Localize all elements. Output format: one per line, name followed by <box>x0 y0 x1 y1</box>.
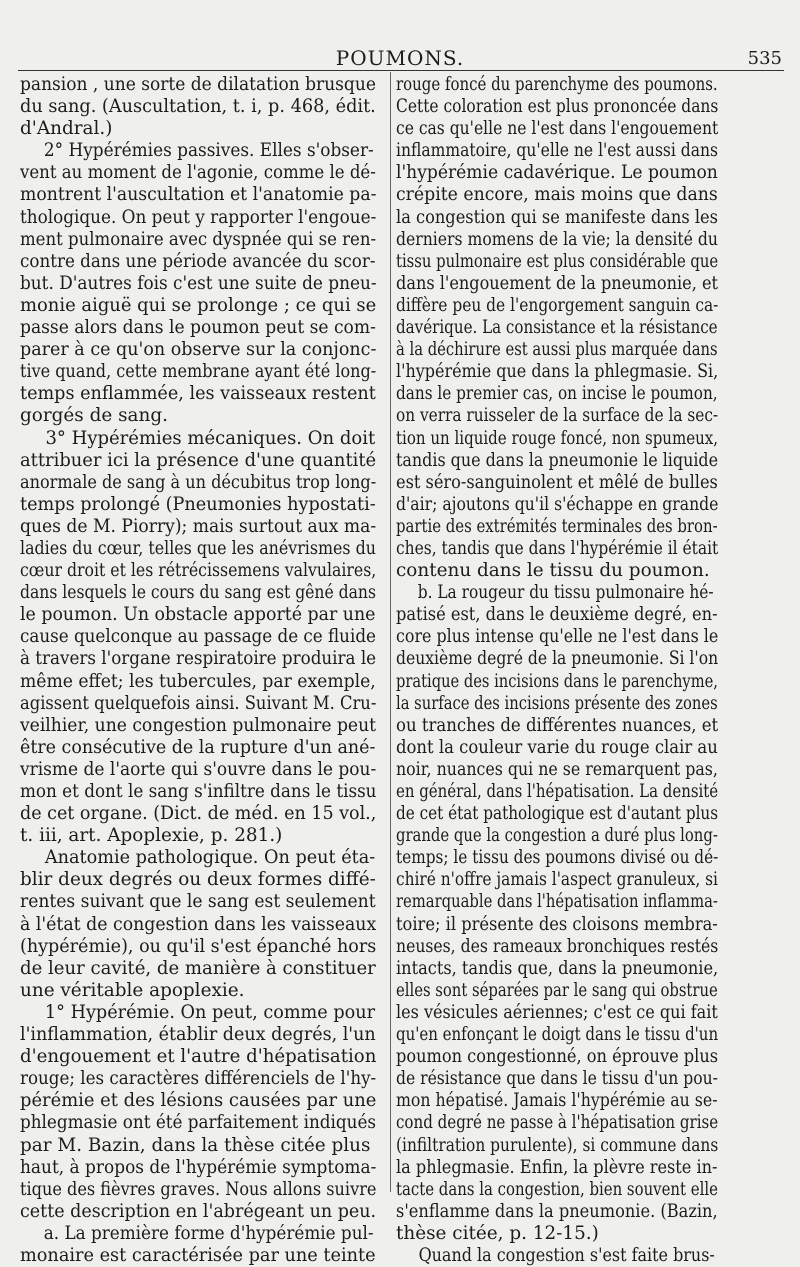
text-line: ce cas qu'elle ne l'est dans l'engouement <box>396 118 719 140</box>
text-line: remarquable dans l'hépatisation inflamma- <box>396 891 718 913</box>
text-line: phlegmasie ont été parfaitement indiqués <box>20 1112 377 1134</box>
text-line: ches, tandis que dans l'hypérémie il était <box>396 537 719 559</box>
text-line: 1° Hypérémie. On peut, comme pour <box>44 1001 376 1023</box>
text-line: Quand la congestion s'est faite brus- <box>418 1244 715 1266</box>
text-line: (hypérémie), ou qu'il s'est épanché hors <box>20 935 377 957</box>
text-line: veilhier, une congestion pulmonaire peut <box>20 714 377 736</box>
text-line: rouge; les caractères différenciels de l'hy- <box>20 1068 377 1090</box>
text-line: on verra ruisseler de la surface de la sec- <box>396 405 719 427</box>
text-line: neuses, des rameaux bronchiques restés <box>396 935 719 957</box>
text-line: pérémie et des lésions causées par une <box>20 1090 377 1112</box>
text-line: 3° Hypérémies mécaniques. On doit <box>45 427 376 449</box>
text-line: la phlegmasie. Enfin, la plèvre reste in- <box>396 1156 718 1178</box>
text-line: rouge foncé du parenchyme des poumons. <box>396 74 718 95</box>
column-divider <box>390 72 391 1192</box>
text-line: deuxième degré de la pneumonie. Si l'on <box>396 648 719 670</box>
text-line: à travers l'organe respiratoire produira le <box>20 648 377 670</box>
text-line: patisé est, dans le deuxième degré, en- <box>396 604 718 626</box>
text-line: Cette coloration est plus prononcée dans <box>396 96 719 118</box>
text-line: de cet organe. (Dict. de méd. en 15 vol., <box>20 803 377 825</box>
text-line: passe alors dans le poumon peut se com- <box>20 317 376 339</box>
text-line: cause quelconque au passage de ce fluide <box>20 626 376 648</box>
text-line: ques de M. Piorry); mais surtout aux ma- <box>20 515 377 537</box>
page-header <box>0 42 800 72</box>
text-line: être consécutive de la rupture d'un ané- <box>20 736 376 758</box>
text-line: intacts, tandis que, dans la pneumonie, <box>396 957 719 979</box>
text-line: pratique des incisions dans le parenchyme, <box>396 670 718 692</box>
text-line: vent au moment de l'agonie, comme le dé- <box>20 162 376 184</box>
text-line: ou tranches de différentes nuances, et <box>396 714 719 736</box>
text-line: grande que la congestion a duré plus long- <box>396 825 718 847</box>
text-line: noir, nuances qui ne se remarquent pas, <box>396 758 718 780</box>
text-line: attribuer ici la présence d'une quantité <box>20 449 377 471</box>
text-line: du sang. (Auscultation, t. i, p. 468, édit. <box>20 96 376 118</box>
right-column <box>396 74 718 1267</box>
text-line: agissent quelquefois ainsi. Suivant M. Cru- <box>20 692 377 714</box>
text-line: a. La première forme d'hypérémie pul- <box>43 1222 374 1244</box>
text-line: est séro-sanguinolent et mêlé de bulles <box>396 471 718 493</box>
text-line: contenu dans le tissu du poumon. <box>396 560 710 582</box>
text-line: anormale de sang à un décubitus trop long- <box>20 471 377 493</box>
text-line: b. La rougeur du tissu pulmonaire hé- <box>417 582 714 604</box>
text-line: s'enflamme dans la pneumonie. (Bazin, <box>396 1200 718 1222</box>
text-line: d'air; ajoutons qu'il s'échappe en grande <box>396 493 719 515</box>
text-line: dont la couleur varie du rouge clair au <box>396 736 718 758</box>
text-line: contre dans une période avancée du scor- <box>20 250 376 272</box>
running-title: POUMONS. <box>335 46 465 70</box>
text-line: tion un liquide rouge foncé, non spumeux, <box>396 427 719 449</box>
text-line: l'inflammation, établir deux degrés, l'un <box>20 1024 376 1046</box>
text-line: davérique. La consistance et la résistance <box>396 317 718 339</box>
text-line: d'Andral.) <box>20 118 113 140</box>
text-line: core plus intense qu'elle ne l'est dans le <box>396 626 719 648</box>
text-line: ladies du cœur, telles que les anévrismes du <box>20 537 376 559</box>
text-line: tissu pulmonaire est plus considérable que <box>396 250 719 272</box>
text-line: l'hypérémie que dans la phlegmasie. Si, <box>396 361 719 383</box>
page-number: 535 <box>747 48 782 69</box>
text-line: à l'état de congestion dans les vaisseaux <box>20 913 377 935</box>
text-line: but. D'autres fois c'est une suite de pneu- <box>20 272 377 294</box>
text-line: dans le premier cas, on incise le poumon, <box>396 383 718 405</box>
text-line: Anatomie pathologique. On peut éta- <box>44 847 376 869</box>
text-line: cond degré ne passe à l'hépatisation grise <box>396 1112 719 1134</box>
text-line: blir deux degrés ou deux formes diffé- <box>20 869 376 891</box>
text-line: même effet; les tubercules, par exemple, <box>20 670 376 692</box>
text-line: de leur cavité, de manière à constituer <box>20 957 376 979</box>
text-line: tandis que dans la pneumonie le liquide <box>396 449 719 471</box>
text-line: monie aiguë qui se prolonge ; ce qui se <box>20 294 377 316</box>
text-line: la surface des incisions présente des zones <box>396 692 718 714</box>
text-line: tive quand, cette membrane ayant été long- <box>20 361 377 383</box>
text-line: dans lesquels le cours du sang est gêné dans <box>20 582 376 604</box>
text-line: tacte dans la congestion, bien souvent elle <box>396 1178 718 1200</box>
text-line: d'engouement et l'autre d'hépatisation <box>20 1046 377 1068</box>
text-line: tique des fièvres graves. Nous allons suivre <box>20 1178 377 1200</box>
text-line: inflammatoire, qu'elle ne l'est aussi dans <box>396 140 718 162</box>
text-line: montrent l'auscultation et l'anatomie pa- <box>20 184 377 206</box>
text-line: crépite encore, mais moins que dans <box>396 184 718 206</box>
header-rule <box>18 70 784 71</box>
text-line: poumon congestionné, on éprouve plus <box>396 1046 719 1068</box>
text-line: toire; il présente des cloisons membra- <box>396 913 718 935</box>
text-line: thologique. On peut y rapporter l'engoue- <box>20 206 377 228</box>
text-line: thèse citée, p. 12-15.) <box>396 1222 599 1244</box>
text-line: à la déchirure est aussi plus marquée dans <box>396 339 718 361</box>
text-line: vrisme de l'aorte qui s'ouvre dans le pou- <box>20 758 377 780</box>
text-line: en général, dans l'hépatisation. La densité <box>396 781 719 802</box>
text-line: cœur droit et les rétrécissemens valvulaires, <box>20 560 377 582</box>
text-line: monaire est caractérisée par une teinte <box>20 1244 376 1266</box>
text-line: de résistance que dans le tissu d'un pou- <box>396 1068 718 1090</box>
text-line: une véritable apoplexie. <box>20 979 245 1001</box>
text-line: la congestion qui se manifeste dans les <box>396 206 718 228</box>
left-column <box>20 74 376 1267</box>
text-line: partie des extrémités terminales des bron- <box>396 515 718 537</box>
text-line: ment pulmonaire avec dyspnée qui se ren- <box>20 228 377 250</box>
text-line: mon et dont le sang s'infiltre dans le tissu <box>20 781 377 802</box>
text-line: chiré n'offre jamais l'aspect granuleux, si <box>396 869 718 891</box>
text-line: dans l'engouement de la pneumonie, et <box>396 272 718 294</box>
text-line: pansion , une sorte de dilatation brusque <box>20 74 376 95</box>
text-line: le poumon. Un obstacle apporté par une <box>20 604 376 626</box>
text-line: cette description en l'abrégeant un peu. <box>20 1200 377 1222</box>
text-line: l'hypérémie cadavérique. Le poumon <box>396 162 718 184</box>
text-line: haut, à propos de l'hypérémie symptoma- <box>20 1156 377 1178</box>
text-line: mon hépatisé. Jamais l'hypérémie au se- <box>396 1090 718 1112</box>
text-line: par M. Bazin, dans la thèse citée plus <box>20 1134 371 1156</box>
text-line: temps; le tissu des poumons divisé ou dé- <box>396 847 719 869</box>
text-line: temps prolongé (Pneumonies hypostati- <box>20 493 376 515</box>
text-line: derniers momens de la vie; la densité du <box>396 228 718 250</box>
text-line: diffère peu de l'engorgement sanguin ca- <box>396 294 719 316</box>
text-line: de cet état pathologique est d'autant plus <box>396 803 719 825</box>
text-line: (infiltration purulente), si commune dans <box>396 1134 719 1156</box>
text-line: rentes suivant que le sang est seulement <box>20 891 376 913</box>
text-line: t. iii, art. Apoplexie, p. 281.) <box>20 825 283 847</box>
text-line: elles sont séparées par le sang qui obstrue <box>396 979 718 1001</box>
text-line: gorgés de sang. <box>20 405 168 427</box>
text-line: 2° Hypérémies passives. Elles s'obser- <box>43 140 374 162</box>
text-line: les vésicules aériennes; c'est ce qui fait <box>396 1001 718 1023</box>
text-line: temps enflammée, les vaisseaux restent <box>20 383 376 405</box>
text-line: qu'en enfonçant le doigt dans le tissu d'un <box>396 1024 719 1046</box>
text-line: parer à ce qu'on observe sur la conjonc- <box>20 339 377 361</box>
